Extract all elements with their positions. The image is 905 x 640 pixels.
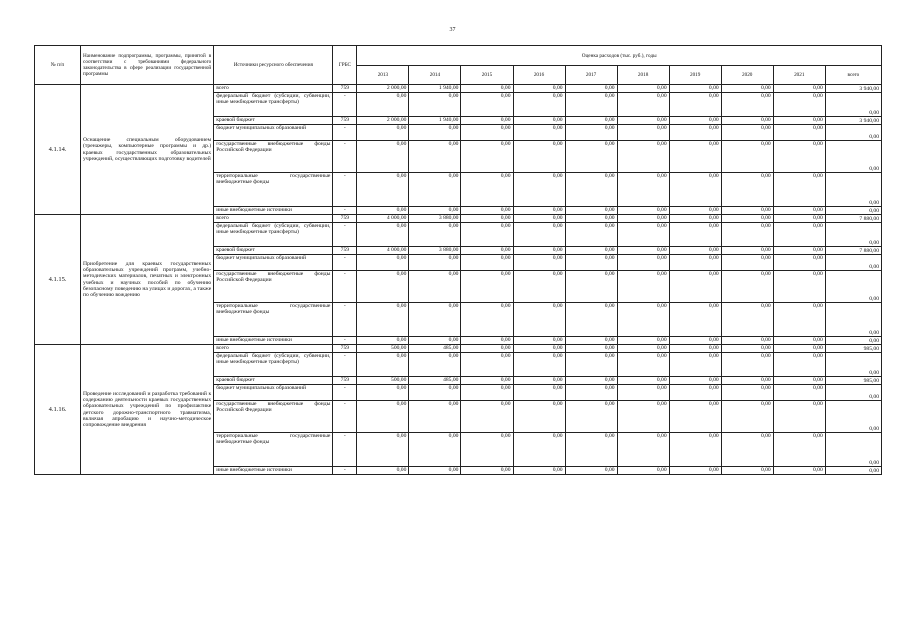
- year-value: 0,00: [669, 303, 721, 337]
- year-value: 0,00: [513, 173, 565, 207]
- year-value: 0,00: [513, 215, 565, 223]
- year-value: 0,00: [357, 303, 409, 337]
- year-value: 3 880,00: [409, 247, 461, 255]
- year-value: 0,00: [565, 223, 617, 247]
- year-value: 0,00: [409, 173, 461, 207]
- row-total: 7 880,00: [825, 247, 881, 255]
- year-value: 0,00: [773, 337, 825, 345]
- year-value: 0,00: [721, 215, 773, 223]
- year-value: 0,00: [617, 247, 669, 255]
- row-total: 0,00: [825, 255, 881, 271]
- year-value: 0,00: [461, 223, 513, 247]
- year-value: 0,00: [617, 401, 669, 433]
- grbs-code: 759: [333, 85, 357, 93]
- year-value: 0,00: [721, 467, 773, 475]
- year-value: 0,00: [773, 401, 825, 433]
- year-value: 0,00: [565, 337, 617, 345]
- measure-name: Проведение исследований и разработка требований к содержанию деятельности краевых государственных образовательных учреждений по профилактике детского дорожно-транспортного травматизма, включая апробацию и научно-методическое сопровождение внедрения: [81, 345, 214, 475]
- year-value: 0,00: [669, 345, 721, 353]
- year-value: 485,00: [409, 377, 461, 385]
- year-value: 0,00: [773, 353, 825, 377]
- measure-name: Приобретение для краевых государственных образовательных учреждений программ, учебно-методических материалов, печатных и электронных учебных и научных пособий по обучению безопасному поведению на улицах и дорогах, а также по обучению вождению: [81, 215, 214, 345]
- header-year: 2019: [669, 66, 721, 85]
- year-value: 0,00: [461, 85, 513, 93]
- year-value: 0,00: [669, 401, 721, 433]
- page-number: 37: [449, 27, 456, 33]
- year-value: 0,00: [773, 125, 825, 141]
- year-value: 0,00: [669, 207, 721, 215]
- year-value: 0,00: [357, 433, 409, 467]
- row-total: 0,00: [825, 223, 881, 247]
- row-total: 3 940,00: [825, 85, 881, 93]
- year-value: 0,00: [409, 207, 461, 215]
- year-value: 0,00: [669, 85, 721, 93]
- row-total: 0,00: [825, 271, 881, 303]
- grbs-code: -: [333, 207, 357, 215]
- grbs-code: -: [333, 353, 357, 377]
- year-value: 500,00: [357, 377, 409, 385]
- year-value: 0,00: [617, 467, 669, 475]
- grbs-code: 759: [333, 345, 357, 353]
- grbs-code: -: [333, 303, 357, 337]
- year-value: 0,00: [461, 207, 513, 215]
- year-value: 0,00: [565, 467, 617, 475]
- year-value: 0,00: [461, 467, 513, 475]
- funding-source: бюджет муниципальных образований: [214, 255, 333, 271]
- row-total: 0,00: [825, 433, 881, 467]
- grbs-code: 759: [333, 117, 357, 125]
- year-value: 0,00: [513, 141, 565, 173]
- year-value: 0,00: [461, 377, 513, 385]
- row-total: 3 940,00: [825, 117, 881, 125]
- year-value: 0,00: [773, 215, 825, 223]
- year-value: 0,00: [357, 141, 409, 173]
- year-value: 0,00: [669, 337, 721, 345]
- funding-source: бюджет муниципальных образований: [214, 125, 333, 141]
- year-value: 0,00: [409, 385, 461, 401]
- year-value: 0,00: [721, 247, 773, 255]
- year-value: 0,00: [357, 223, 409, 247]
- measure-code: 4.1.15.: [35, 215, 81, 345]
- grbs-code: -: [333, 223, 357, 247]
- funding-source: иные внебюджетные источники: [214, 337, 333, 345]
- year-value: 0,00: [669, 353, 721, 377]
- year-value: 0,00: [721, 207, 773, 215]
- grbs-code: 759: [333, 377, 357, 385]
- year-value: 0,00: [773, 433, 825, 467]
- year-value: 0,00: [357, 385, 409, 401]
- year-value: 0,00: [617, 93, 669, 117]
- year-value: 0,00: [617, 255, 669, 271]
- funding-source: иные внебюджетные источники: [214, 467, 333, 475]
- row-total: 0,00: [825, 141, 881, 173]
- year-value: 1 940,00: [409, 117, 461, 125]
- year-value: 0,00: [617, 117, 669, 125]
- funding-source: государственные внебюджетные фонды Российской Федерации: [214, 141, 333, 173]
- header-num: № п/п: [35, 46, 81, 85]
- year-value: 0,00: [461, 247, 513, 255]
- year-value: 0,00: [617, 271, 669, 303]
- year-value: 0,00: [617, 85, 669, 93]
- year-value: 0,00: [357, 255, 409, 271]
- year-value: 0,00: [669, 247, 721, 255]
- year-value: 0,00: [773, 467, 825, 475]
- year-value: 0,00: [773, 255, 825, 271]
- year-value: 0,00: [409, 337, 461, 345]
- year-value: 0,00: [357, 125, 409, 141]
- measure-code: 4.1.16.: [35, 345, 81, 475]
- year-value: 0,00: [721, 173, 773, 207]
- year-value: 0,00: [461, 433, 513, 467]
- grbs-code: -: [333, 173, 357, 207]
- year-value: 0,00: [513, 467, 565, 475]
- header-source: Источники ресурсного обеспечения: [214, 46, 333, 85]
- year-value: 0,00: [513, 93, 565, 117]
- year-value: 0,00: [669, 223, 721, 247]
- funding-source: иные внебюджетные источники: [214, 207, 333, 215]
- grbs-code: -: [333, 385, 357, 401]
- year-value: 0,00: [565, 377, 617, 385]
- year-value: 0,00: [721, 377, 773, 385]
- year-value: 0,00: [773, 247, 825, 255]
- year-value: 0,00: [773, 303, 825, 337]
- header-year: 2018: [617, 66, 669, 85]
- year-value: 0,00: [409, 255, 461, 271]
- year-value: 0,00: [669, 117, 721, 125]
- row-total: 0,00: [825, 385, 881, 401]
- table-row: [35, 215, 882, 223]
- header-year: всего: [825, 66, 881, 85]
- year-value: 0,00: [565, 125, 617, 141]
- year-value: 0,00: [565, 141, 617, 173]
- year-value: 0,00: [669, 215, 721, 223]
- year-value: 0,00: [513, 401, 565, 433]
- year-value: 0,00: [565, 93, 617, 117]
- funding-source: федеральный бюджет (субсидии, субвенции, иные межбюджетные трансферты): [214, 223, 333, 247]
- row-total: 0,00: [825, 173, 881, 207]
- year-value: 0,00: [357, 337, 409, 345]
- funding-source: краевой бюджет: [214, 377, 333, 385]
- year-value: 0,00: [617, 141, 669, 173]
- year-value: 0,00: [721, 93, 773, 117]
- row-total: 0,00: [825, 93, 881, 117]
- year-value: 0,00: [513, 125, 565, 141]
- funding-source: территориальные государственные внебюджетные фонды: [214, 173, 333, 207]
- header-year: 2021: [773, 66, 825, 85]
- year-value: 0,00: [617, 173, 669, 207]
- year-value: 0,00: [669, 255, 721, 271]
- year-value: 0,00: [513, 247, 565, 255]
- row-total: 0,00: [825, 353, 881, 377]
- row-total: 0,00: [825, 467, 881, 475]
- year-value: 0,00: [617, 433, 669, 467]
- year-value: 0,00: [461, 401, 513, 433]
- year-value: 0,00: [513, 337, 565, 345]
- grbs-code: -: [333, 93, 357, 117]
- table-row: [35, 85, 882, 93]
- year-value: 0,00: [565, 385, 617, 401]
- year-value: 0,00: [461, 337, 513, 345]
- header-name: Наименование подпрограммы, программы, принятой в соответствии с требованиями федерального законодательства в сфере реализации государственной программы: [81, 46, 214, 85]
- year-value: 0,00: [461, 353, 513, 377]
- grbs-code: -: [333, 125, 357, 141]
- year-value: 0,00: [409, 141, 461, 173]
- year-value: 0,00: [617, 353, 669, 377]
- funding-source: всего: [214, 85, 333, 93]
- year-value: 0,00: [773, 117, 825, 125]
- year-value: 0,00: [773, 377, 825, 385]
- year-value: 0,00: [721, 385, 773, 401]
- funding-source: всего: [214, 345, 333, 353]
- year-value: 0,00: [669, 173, 721, 207]
- year-value: 0,00: [721, 353, 773, 377]
- row-total: 985,00: [825, 345, 881, 353]
- funding-source: территориальные государственные внебюджетные фонды: [214, 433, 333, 467]
- year-value: 4 000,00: [357, 215, 409, 223]
- year-value: 0,00: [721, 303, 773, 337]
- year-value: 0,00: [565, 271, 617, 303]
- year-value: 0,00: [513, 385, 565, 401]
- year-value: 485,00: [409, 345, 461, 353]
- year-value: 0,00: [461, 173, 513, 207]
- row-total: 0,00: [825, 401, 881, 433]
- year-value: 0,00: [773, 345, 825, 353]
- table-header: [35, 46, 882, 85]
- measure-name: Оснащение специальным оборудованием (тренажеры, компьютерные программы и др.) краевых государственных образовательных учреждений, осуществляющих подготовку водителей: [81, 85, 214, 215]
- year-value: 0,00: [513, 255, 565, 271]
- header-year: 2016: [513, 66, 565, 85]
- year-value: 0,00: [773, 173, 825, 207]
- year-value: 0,00: [461, 303, 513, 337]
- year-value: 0,00: [357, 173, 409, 207]
- year-value: 0,00: [617, 377, 669, 385]
- year-value: 0,00: [513, 85, 565, 93]
- grbs-code: -: [333, 401, 357, 433]
- year-value: 0,00: [617, 223, 669, 247]
- year-value: 0,00: [409, 467, 461, 475]
- funding-source: федеральный бюджет (субсидии, субвенции, иные межбюджетные трансферты): [214, 93, 333, 117]
- year-value: 0,00: [357, 93, 409, 117]
- year-value: 0,00: [721, 255, 773, 271]
- grbs-code: -: [333, 337, 357, 345]
- budget-table: [34, 45, 882, 475]
- year-value: 0,00: [721, 223, 773, 247]
- year-value: 0,00: [773, 223, 825, 247]
- year-value: 0,00: [565, 303, 617, 337]
- year-value: 0,00: [357, 467, 409, 475]
- funding-source: бюджет муниципальных образований: [214, 385, 333, 401]
- year-value: 0,00: [409, 401, 461, 433]
- grbs-code: -: [333, 255, 357, 271]
- year-value: 0,00: [461, 255, 513, 271]
- year-value: 0,00: [565, 255, 617, 271]
- year-value: 500,00: [357, 345, 409, 353]
- year-value: 0,00: [357, 271, 409, 303]
- year-value: 0,00: [721, 271, 773, 303]
- funding-source: государственные внебюджетные фонды Российской Федерации: [214, 271, 333, 303]
- year-value: 0,00: [565, 353, 617, 377]
- year-value: 0,00: [409, 223, 461, 247]
- year-value: 0,00: [513, 345, 565, 353]
- year-value: 0,00: [409, 271, 461, 303]
- year-value: 0,00: [721, 337, 773, 345]
- year-value: 0,00: [617, 303, 669, 337]
- year-value: 0,00: [773, 385, 825, 401]
- year-value: 0,00: [461, 93, 513, 117]
- year-value: 0,00: [721, 141, 773, 173]
- grbs-code: -: [333, 467, 357, 475]
- year-value: 0,00: [357, 353, 409, 377]
- year-value: 0,00: [513, 303, 565, 337]
- year-value: 0,00: [513, 223, 565, 247]
- header-year: 2017: [565, 66, 617, 85]
- year-value: 0,00: [409, 125, 461, 141]
- funding-source: всего: [214, 215, 333, 223]
- year-value: 0,00: [513, 353, 565, 377]
- year-value: 0,00: [461, 141, 513, 173]
- measure-code: 4.1.14.: [35, 85, 81, 215]
- year-value: 0,00: [357, 401, 409, 433]
- year-value: 0,00: [669, 377, 721, 385]
- row-total: 0,00: [825, 337, 881, 345]
- year-value: 0,00: [773, 141, 825, 173]
- year-value: 0,00: [617, 345, 669, 353]
- row-total: 985,00: [825, 377, 881, 385]
- header-row-top: [35, 46, 882, 66]
- year-value: 0,00: [565, 207, 617, 215]
- year-value: 0,00: [461, 125, 513, 141]
- year-value: 0,00: [565, 85, 617, 93]
- grbs-code: 759: [333, 247, 357, 255]
- funding-source: краевой бюджет: [214, 247, 333, 255]
- funding-source: федеральный бюджет (субсидии, субвенции, иные межбюджетные трансферты): [214, 353, 333, 377]
- year-value: 4 000,00: [357, 247, 409, 255]
- year-value: 0,00: [721, 125, 773, 141]
- header-grbs: ГРБС: [333, 46, 357, 85]
- year-value: 0,00: [617, 215, 669, 223]
- funding-source: территориальные государственные внебюджетные фонды: [214, 303, 333, 337]
- year-value: 0,00: [617, 207, 669, 215]
- funding-source: краевой бюджет: [214, 117, 333, 125]
- year-value: 0,00: [565, 215, 617, 223]
- header-year: 2014: [409, 66, 461, 85]
- year-value: 0,00: [773, 271, 825, 303]
- year-value: 0,00: [409, 433, 461, 467]
- year-value: 0,00: [565, 401, 617, 433]
- year-value: 0,00: [669, 467, 721, 475]
- year-value: 0,00: [409, 93, 461, 117]
- year-value: 0,00: [461, 117, 513, 125]
- funding-source: государственные внебюджетные фонды Российской Федерации: [214, 401, 333, 433]
- year-value: 0,00: [617, 385, 669, 401]
- year-value: 0,00: [513, 207, 565, 215]
- year-value: 0,00: [773, 207, 825, 215]
- year-value: 1 940,00: [409, 85, 461, 93]
- year-value: 0,00: [461, 215, 513, 223]
- row-total: 0,00: [825, 303, 881, 337]
- year-value: 3 880,00: [409, 215, 461, 223]
- year-value: 0,00: [357, 207, 409, 215]
- year-value: 0,00: [721, 401, 773, 433]
- year-value: 0,00: [409, 353, 461, 377]
- year-value: 0,00: [721, 433, 773, 467]
- year-value: 0,00: [513, 117, 565, 125]
- table-row: [35, 345, 882, 353]
- grbs-code: 759: [333, 215, 357, 223]
- year-value: 0,00: [461, 385, 513, 401]
- row-total: 0,00: [825, 125, 881, 141]
- year-value: 0,00: [513, 433, 565, 467]
- year-value: 0,00: [721, 85, 773, 93]
- year-value: 0,00: [773, 93, 825, 117]
- grbs-code: -: [333, 433, 357, 467]
- grbs-code: -: [333, 271, 357, 303]
- grbs-code: -: [333, 141, 357, 173]
- year-value: 0,00: [409, 303, 461, 337]
- year-value: 2 000,00: [357, 117, 409, 125]
- year-value: 2 000,00: [357, 85, 409, 93]
- header-year: 2020: [721, 66, 773, 85]
- table-body: [35, 85, 882, 475]
- header-year: 2013: [357, 66, 409, 85]
- year-value: 0,00: [669, 93, 721, 117]
- year-value: 0,00: [721, 117, 773, 125]
- year-value: 0,00: [669, 141, 721, 173]
- year-value: 0,00: [669, 433, 721, 467]
- year-value: 0,00: [461, 345, 513, 353]
- year-value: 0,00: [513, 377, 565, 385]
- year-value: 0,00: [565, 433, 617, 467]
- row-total: 0,00: [825, 207, 881, 215]
- year-value: 0,00: [565, 345, 617, 353]
- year-value: 0,00: [721, 345, 773, 353]
- year-value: 0,00: [565, 117, 617, 125]
- year-value: 0,00: [565, 247, 617, 255]
- year-value: 0,00: [513, 271, 565, 303]
- row-total: 7 880,00: [825, 215, 881, 223]
- year-value: 0,00: [669, 271, 721, 303]
- header-year: 2015: [461, 66, 513, 85]
- year-value: 0,00: [669, 125, 721, 141]
- header-estimate: Оценка расходов (тыс. руб.), годы: [357, 46, 882, 66]
- year-value: 0,00: [617, 125, 669, 141]
- year-value: 0,00: [669, 385, 721, 401]
- year-value: 0,00: [461, 271, 513, 303]
- year-value: 0,00: [617, 337, 669, 345]
- year-value: 0,00: [773, 85, 825, 93]
- year-value: 0,00: [565, 173, 617, 207]
